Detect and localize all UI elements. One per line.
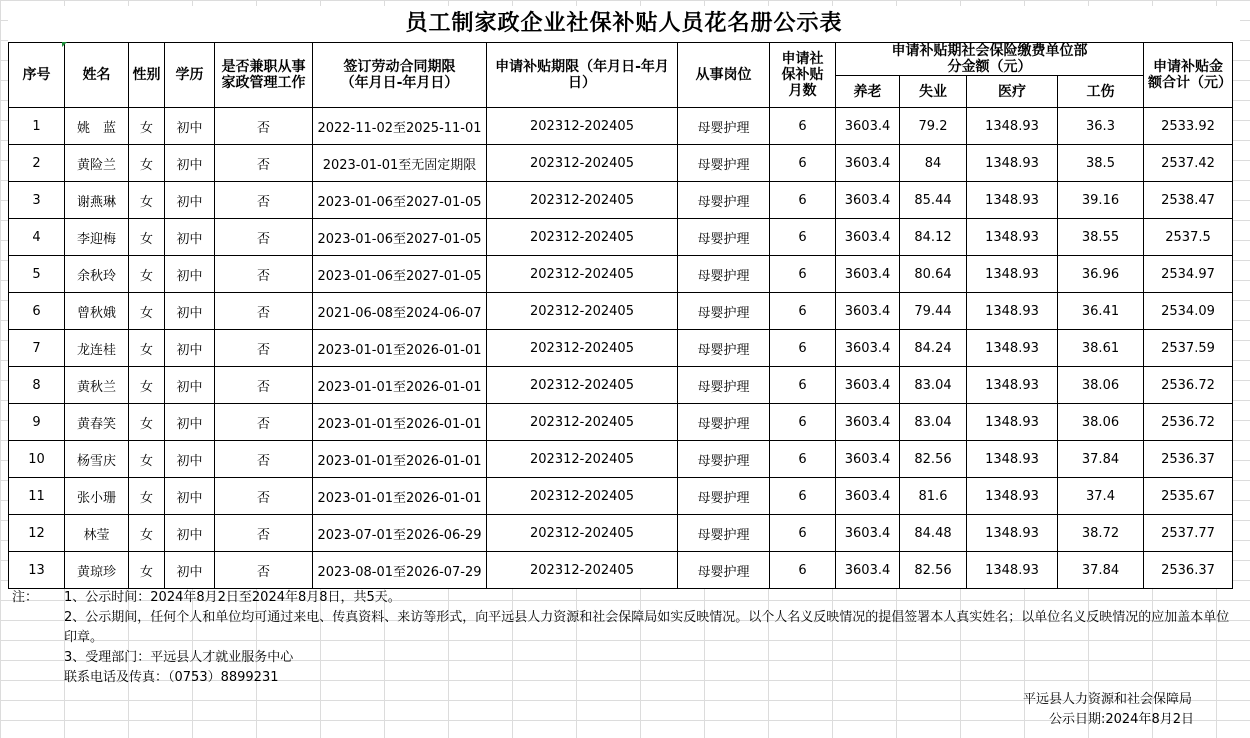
cell-pension: 3603.4 [836,182,900,219]
cell-name: 林莹 [65,515,129,552]
cell-medical: 1348.93 [967,330,1058,367]
cell-unemployment: 84.48 [900,515,967,552]
cell-gender: 女 [129,404,165,441]
cell-months: 6 [770,478,836,515]
cell-period: 202312-202405 [487,182,678,219]
cell-months: 6 [770,219,836,256]
cell-pension: 3603.4 [836,330,900,367]
cell-position: 母婴护理 [678,478,770,515]
cell-name: 杨雪庆 [65,441,129,478]
cell-seq: 13 [9,552,65,589]
table-row [9,515,1233,552]
table-row [9,293,1233,330]
cell-injury: 37.84 [1058,441,1144,478]
table-row [9,108,1233,145]
cell-injury: 38.06 [1058,404,1144,441]
cell-medical: 1348.93 [967,145,1058,182]
cell-name: 曾秋娥 [65,293,129,330]
table-row [9,404,1233,441]
header-unemployment: 失业 [900,76,967,108]
cell-injury: 37.84 [1058,552,1144,589]
cell-months: 6 [770,108,836,145]
cell-position: 母婴护理 [678,330,770,367]
cell-education: 初中 [165,441,215,478]
table-row [9,145,1233,182]
header-injury: 工伤 [1058,76,1144,108]
cell-injury: 36.3 [1058,108,1144,145]
cell-months: 6 [770,441,836,478]
cell-injury: 38.61 [1058,330,1144,367]
cell-total: 2536.37 [1144,552,1233,589]
cell-total: 2533.92 [1144,108,1233,145]
cell-seq: 12 [9,515,65,552]
cell-injury: 36.41 [1058,293,1144,330]
cell-name: 谢燕琳 [65,182,129,219]
cell-period: 202312-202405 [487,552,678,589]
cell-contract: 2023-07-01至2026-06-29 [313,515,487,552]
roster-table [8,42,1233,589]
cell-pension: 3603.4 [836,108,900,145]
cell-seq: 1 [9,108,65,145]
cell-pension: 3603.4 [836,515,900,552]
header-parttime: 是否兼职从事家政管理工作 [215,43,313,108]
cell-contract: 2023-01-06至2027-01-05 [313,256,487,293]
cell-gender: 女 [129,182,165,219]
cell-gender: 女 [129,441,165,478]
cell-unemployment: 85.44 [900,182,967,219]
cell-pension: 3603.4 [836,367,900,404]
header-insurance-group: 申请补贴期社会保险缴费单位部分金额（元） [836,43,1144,76]
cell-contract: 2023-01-01至2026-01-01 [313,478,487,515]
cell-period: 202312-202405 [487,256,678,293]
cell-seq: 3 [9,182,65,219]
cell-medical: 1348.93 [967,219,1058,256]
roster-body [9,108,1233,589]
header-months: 申请社保补贴月数 [770,43,836,108]
cell-months: 6 [770,404,836,441]
cell-parttime: 否 [215,515,313,552]
cell-education: 初中 [165,219,215,256]
cell-unemployment: 80.64 [900,256,967,293]
cell-unemployment: 84.12 [900,219,967,256]
cell-period: 202312-202405 [487,367,678,404]
cell-contract: 2023-01-01至2026-01-01 [313,404,487,441]
cell-injury: 36.96 [1058,256,1144,293]
cell-seq: 7 [9,330,65,367]
cell-total: 2534.09 [1144,293,1233,330]
notes-label: 注： [12,590,39,605]
cell-name: 龙连桂 [65,330,129,367]
cell-parttime: 否 [215,182,313,219]
cell-name: 余秋玲 [65,256,129,293]
cell-medical: 1348.93 [967,108,1058,145]
cell-comment-marker [62,42,67,47]
table-row [9,552,1233,589]
cell-pension: 3603.4 [836,478,900,515]
cell-contract: 2023-08-01至2026-07-29 [313,552,487,589]
cell-unemployment: 79.2 [900,108,967,145]
cell-injury: 38.06 [1058,367,1144,404]
cell-months: 6 [770,330,836,367]
cell-parttime: 否 [215,145,313,182]
cell-name: 姚 蓝 [65,108,129,145]
cell-total: 2537.5 [1144,219,1233,256]
header-name: 姓名 [65,43,129,108]
cell-period: 202312-202405 [487,293,678,330]
cell-gender: 女 [129,552,165,589]
cell-medical: 1348.93 [967,293,1058,330]
cell-name: 黄险兰 [65,145,129,182]
cell-position: 母婴护理 [678,552,770,589]
notes-line-3: 3、受理部门：平远县人才就业服务中心 [64,650,294,665]
footer-date: 公示日期:2024年8月2日 [1048,712,1194,727]
cell-medical: 1348.93 [967,182,1058,219]
cell-education: 初中 [165,552,215,589]
cell-total: 2537.77 [1144,515,1233,552]
cell-months: 6 [770,256,836,293]
page-title: 员工制家政企业社保补贴人员花名册公示表 [8,6,1240,42]
table-row [9,330,1233,367]
cell-gender: 女 [129,219,165,256]
cell-contract: 2023-01-01至2026-01-01 [313,367,487,404]
cell-pension: 3603.4 [836,145,900,182]
cell-period: 202312-202405 [487,330,678,367]
cell-seq: 11 [9,478,65,515]
cell-parttime: 否 [215,219,313,256]
cell-seq: 2 [9,145,65,182]
cell-pension: 3603.4 [836,219,900,256]
cell-months: 6 [770,515,836,552]
cell-education: 初中 [165,293,215,330]
cell-position: 母婴护理 [678,441,770,478]
header-gender: 性别 [129,43,165,108]
cell-education: 初中 [165,404,215,441]
cell-injury: 38.55 [1058,219,1144,256]
cell-months: 6 [770,367,836,404]
cell-seq: 4 [9,219,65,256]
cell-months: 6 [770,293,836,330]
cell-pension: 3603.4 [836,441,900,478]
cell-medical: 1348.93 [967,552,1058,589]
cell-position: 母婴护理 [678,367,770,404]
cell-parttime: 否 [215,330,313,367]
header-pension: 养老 [836,76,900,108]
cell-unemployment: 84.24 [900,330,967,367]
cell-medical: 1348.93 [967,441,1058,478]
cell-seq: 8 [9,367,65,404]
cell-period: 202312-202405 [487,441,678,478]
cell-unemployment: 82.56 [900,441,967,478]
cell-education: 初中 [165,256,215,293]
cell-unemployment: 83.04 [900,367,967,404]
cell-unemployment: 82.56 [900,552,967,589]
cell-position: 母婴护理 [678,404,770,441]
cell-period: 202312-202405 [487,478,678,515]
cell-education: 初中 [165,145,215,182]
cell-total: 2536.72 [1144,404,1233,441]
cell-contract: 2023-01-06至2027-01-05 [313,219,487,256]
header-subsidy-period: 申请补贴期限（年月日-年月日） [487,43,678,108]
header-contract: 签订劳动合同期限（年月日-年月日） [313,43,487,108]
cell-contract: 2023-01-01至2026-01-01 [313,441,487,478]
header-total: 申请补贴金额合计（元） [1144,43,1233,108]
header-position: 从事岗位 [678,43,770,108]
header-medical: 医疗 [967,76,1058,108]
table-row [9,256,1233,293]
cell-education: 初中 [165,108,215,145]
cell-months: 6 [770,182,836,219]
cell-contract: 2023-01-06至2027-01-05 [313,182,487,219]
cell-pension: 3603.4 [836,256,900,293]
cell-total: 2536.37 [1144,441,1233,478]
cell-position: 母婴护理 [678,182,770,219]
footer-department: 平远县人力资源和社会保障局 [1022,692,1192,707]
cell-education: 初中 [165,367,215,404]
cell-months: 6 [770,552,836,589]
cell-injury: 39.16 [1058,182,1144,219]
cell-seq: 10 [9,441,65,478]
cell-seq: 9 [9,404,65,441]
cell-name: 李迎梅 [65,219,129,256]
cell-pension: 3603.4 [836,404,900,441]
cell-parttime: 否 [215,367,313,404]
cell-parttime: 否 [215,108,313,145]
cell-gender: 女 [129,478,165,515]
cell-unemployment: 84 [900,145,967,182]
cell-unemployment: 83.04 [900,404,967,441]
cell-seq: 5 [9,256,65,293]
table-row [9,441,1233,478]
cell-education: 初中 [165,330,215,367]
cell-gender: 女 [129,145,165,182]
cell-total: 2538.47 [1144,182,1233,219]
cell-gender: 女 [129,515,165,552]
cell-name: 张小珊 [65,478,129,515]
cell-period: 202312-202405 [487,219,678,256]
cell-contract: 2023-01-01至无固定期限 [313,145,487,182]
cell-period: 202312-202405 [487,145,678,182]
cell-injury: 38.5 [1058,145,1144,182]
cell-pension: 3603.4 [836,293,900,330]
cell-position: 母婴护理 [678,293,770,330]
cell-gender: 女 [129,256,165,293]
cell-education: 初中 [165,478,215,515]
cell-position: 母婴护理 [678,145,770,182]
cell-parttime: 否 [215,552,313,589]
header-seq: 序号 [9,43,65,108]
cell-medical: 1348.93 [967,478,1058,515]
table-row [9,367,1233,404]
cell-parttime: 否 [215,404,313,441]
cell-education: 初中 [165,515,215,552]
cell-pension: 3603.4 [836,552,900,589]
cell-parttime: 否 [215,256,313,293]
table-row [9,219,1233,256]
cell-parttime: 否 [215,441,313,478]
cell-total: 2536.72 [1144,367,1233,404]
notes-line-1: 1、公示时间：2024年8月2日至2024年8月8日，共5天。 [64,590,401,605]
cell-total: 2537.59 [1144,330,1233,367]
cell-injury: 38.72 [1058,515,1144,552]
cell-name: 黄琼珍 [65,552,129,589]
cell-total: 2534.97 [1144,256,1233,293]
cell-medical: 1348.93 [967,515,1058,552]
cell-gender: 女 [129,108,165,145]
cell-injury: 37.4 [1058,478,1144,515]
cell-contract: 2021-06-08至2024-06-07 [313,293,487,330]
cell-months: 6 [770,145,836,182]
cell-total: 2535.67 [1144,478,1233,515]
cell-unemployment: 81.6 [900,478,967,515]
cell-period: 202312-202405 [487,515,678,552]
cell-position: 母婴护理 [678,515,770,552]
cell-total: 2537.42 [1144,145,1233,182]
cell-parttime: 否 [215,478,313,515]
cell-period: 202312-202405 [487,108,678,145]
notes-line-2: 2、公示期间，任何个人和单位均可通过来电、传真资料、来访等形式，向平远县人力资源和社会保障局如实反映情况。以个人名义反映情况的提倡签署本人真实姓名；以单位名义反映情况的应加盖本单位印章。 [64,610,1230,645]
notes-section [8,588,1242,688]
notes-line-4: 联系电话及传真：（0753）8899231 [64,670,279,685]
header-education: 学历 [165,43,215,108]
table-row [9,478,1233,515]
cell-position: 母婴护理 [678,108,770,145]
cell-gender: 女 [129,330,165,367]
cell-contract: 2022-11-02至2025-11-01 [313,108,487,145]
cell-position: 母婴护理 [678,219,770,256]
cell-gender: 女 [129,293,165,330]
footer [1023,690,1194,730]
cell-gender: 女 [129,367,165,404]
cell-medical: 1348.93 [967,367,1058,404]
table-row [9,182,1233,219]
cell-education: 初中 [165,182,215,219]
cell-parttime: 否 [215,293,313,330]
cell-contract: 2023-01-01至2026-01-01 [313,330,487,367]
cell-medical: 1348.93 [967,256,1058,293]
cell-position: 母婴护理 [678,256,770,293]
cell-period: 202312-202405 [487,404,678,441]
cell-unemployment: 79.44 [900,293,967,330]
cell-name: 黄春笑 [65,404,129,441]
cell-name: 黄秋兰 [65,367,129,404]
cell-seq: 6 [9,293,65,330]
cell-medical: 1348.93 [967,404,1058,441]
